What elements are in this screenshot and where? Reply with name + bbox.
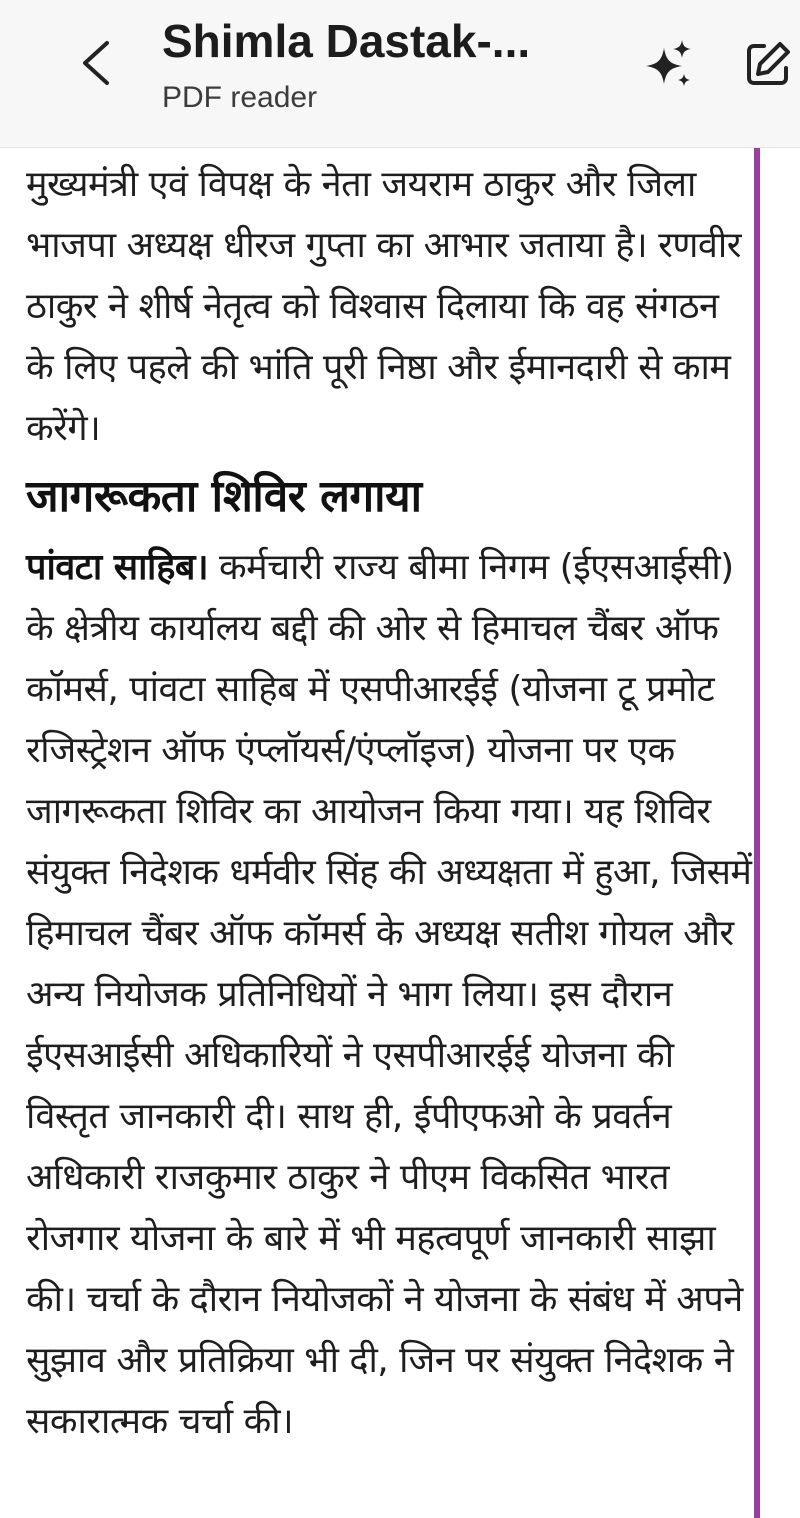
edit-pencil-icon [742,38,794,90]
ai-assist-button[interactable] [636,32,700,96]
article-body [26,537,756,1452]
app-subtitle: PDF reader [162,81,318,114]
chevron-left-icon [75,39,115,87]
pdf-page-view[interactable] [0,148,800,1518]
dateline: पांवटा साहिब। [26,547,209,588]
column-rule [754,148,760,1518]
article-heading: जागरूकता शिविर लगाया [26,471,422,522]
sparkle-icon [642,38,694,90]
back-button[interactable] [60,28,130,98]
app-bar [0,0,800,148]
document-title: Shimla Dastak-... [162,15,531,67]
cropped-text-line [52,152,702,162]
lead-paragraph: मुख्यमंत्री एवं विपक्ष के नेता जयराम ठाकुर और जिला भाजपा अध्यक्ष धीरज गुप्ता का आभार जताया है। रणवीर ठाकुर ने शीर्ष नेतृत्व को विश्वास दिलाया कि वह संगठन के लिए पहले की भांति पूरी निष्ठा और ईमानदारी से काम करेंगे। [26,164,741,449]
article-body-text: कर्मचारी राज्य बीमा निगम (ईएसआईसी) के क्षेत्रीय कार्यालय बद्दी की ओर से हिमाचल चैंबर ऑफ कॉमर्स, पांवटा साहिब में एसपीआरईई (योजना टू प्रमोट रजिस्ट्रेशन ऑफ एंप्लॉयर्स/एंप्लॉइज) योजना पर एक जागरूकता शिविर का आयोजन किया गया। यह शिविर संयुक्त निदेशक धर्मवीर सिंह की अध्यक्षता में हुआ, जिसमें हिमाचल चैंबर ऑफ कॉमर्स के अध्यक्ष सतीश गोयल और अन्य नियोजक प्रतिनिधियों ने भाग लिया। इस दौरान ईएसआईसी अधिकारियों ने एसपीआरईई योजना की विस्तृत जानकारी दी। साथ ही, ईपीएफओ के प्रवर्तन अधिकारी राजकुमार ठाकुर ने पीएम विकसित भारत रोजगार योजना के बारे में भी महत्वपूर्ण जानकारी साझा की। चर्चा के दौरान नियोजकों ने योजना के संबंध में अपने सुझाव और प्रतिक्रिया भी दी, जिन पर संयुक्त निदेशक ने सकारात्मक चर्चा की। [26,547,752,1442]
title-block [162,10,622,118]
pdf-page [26,148,756,1452]
edit-button[interactable] [742,32,800,96]
